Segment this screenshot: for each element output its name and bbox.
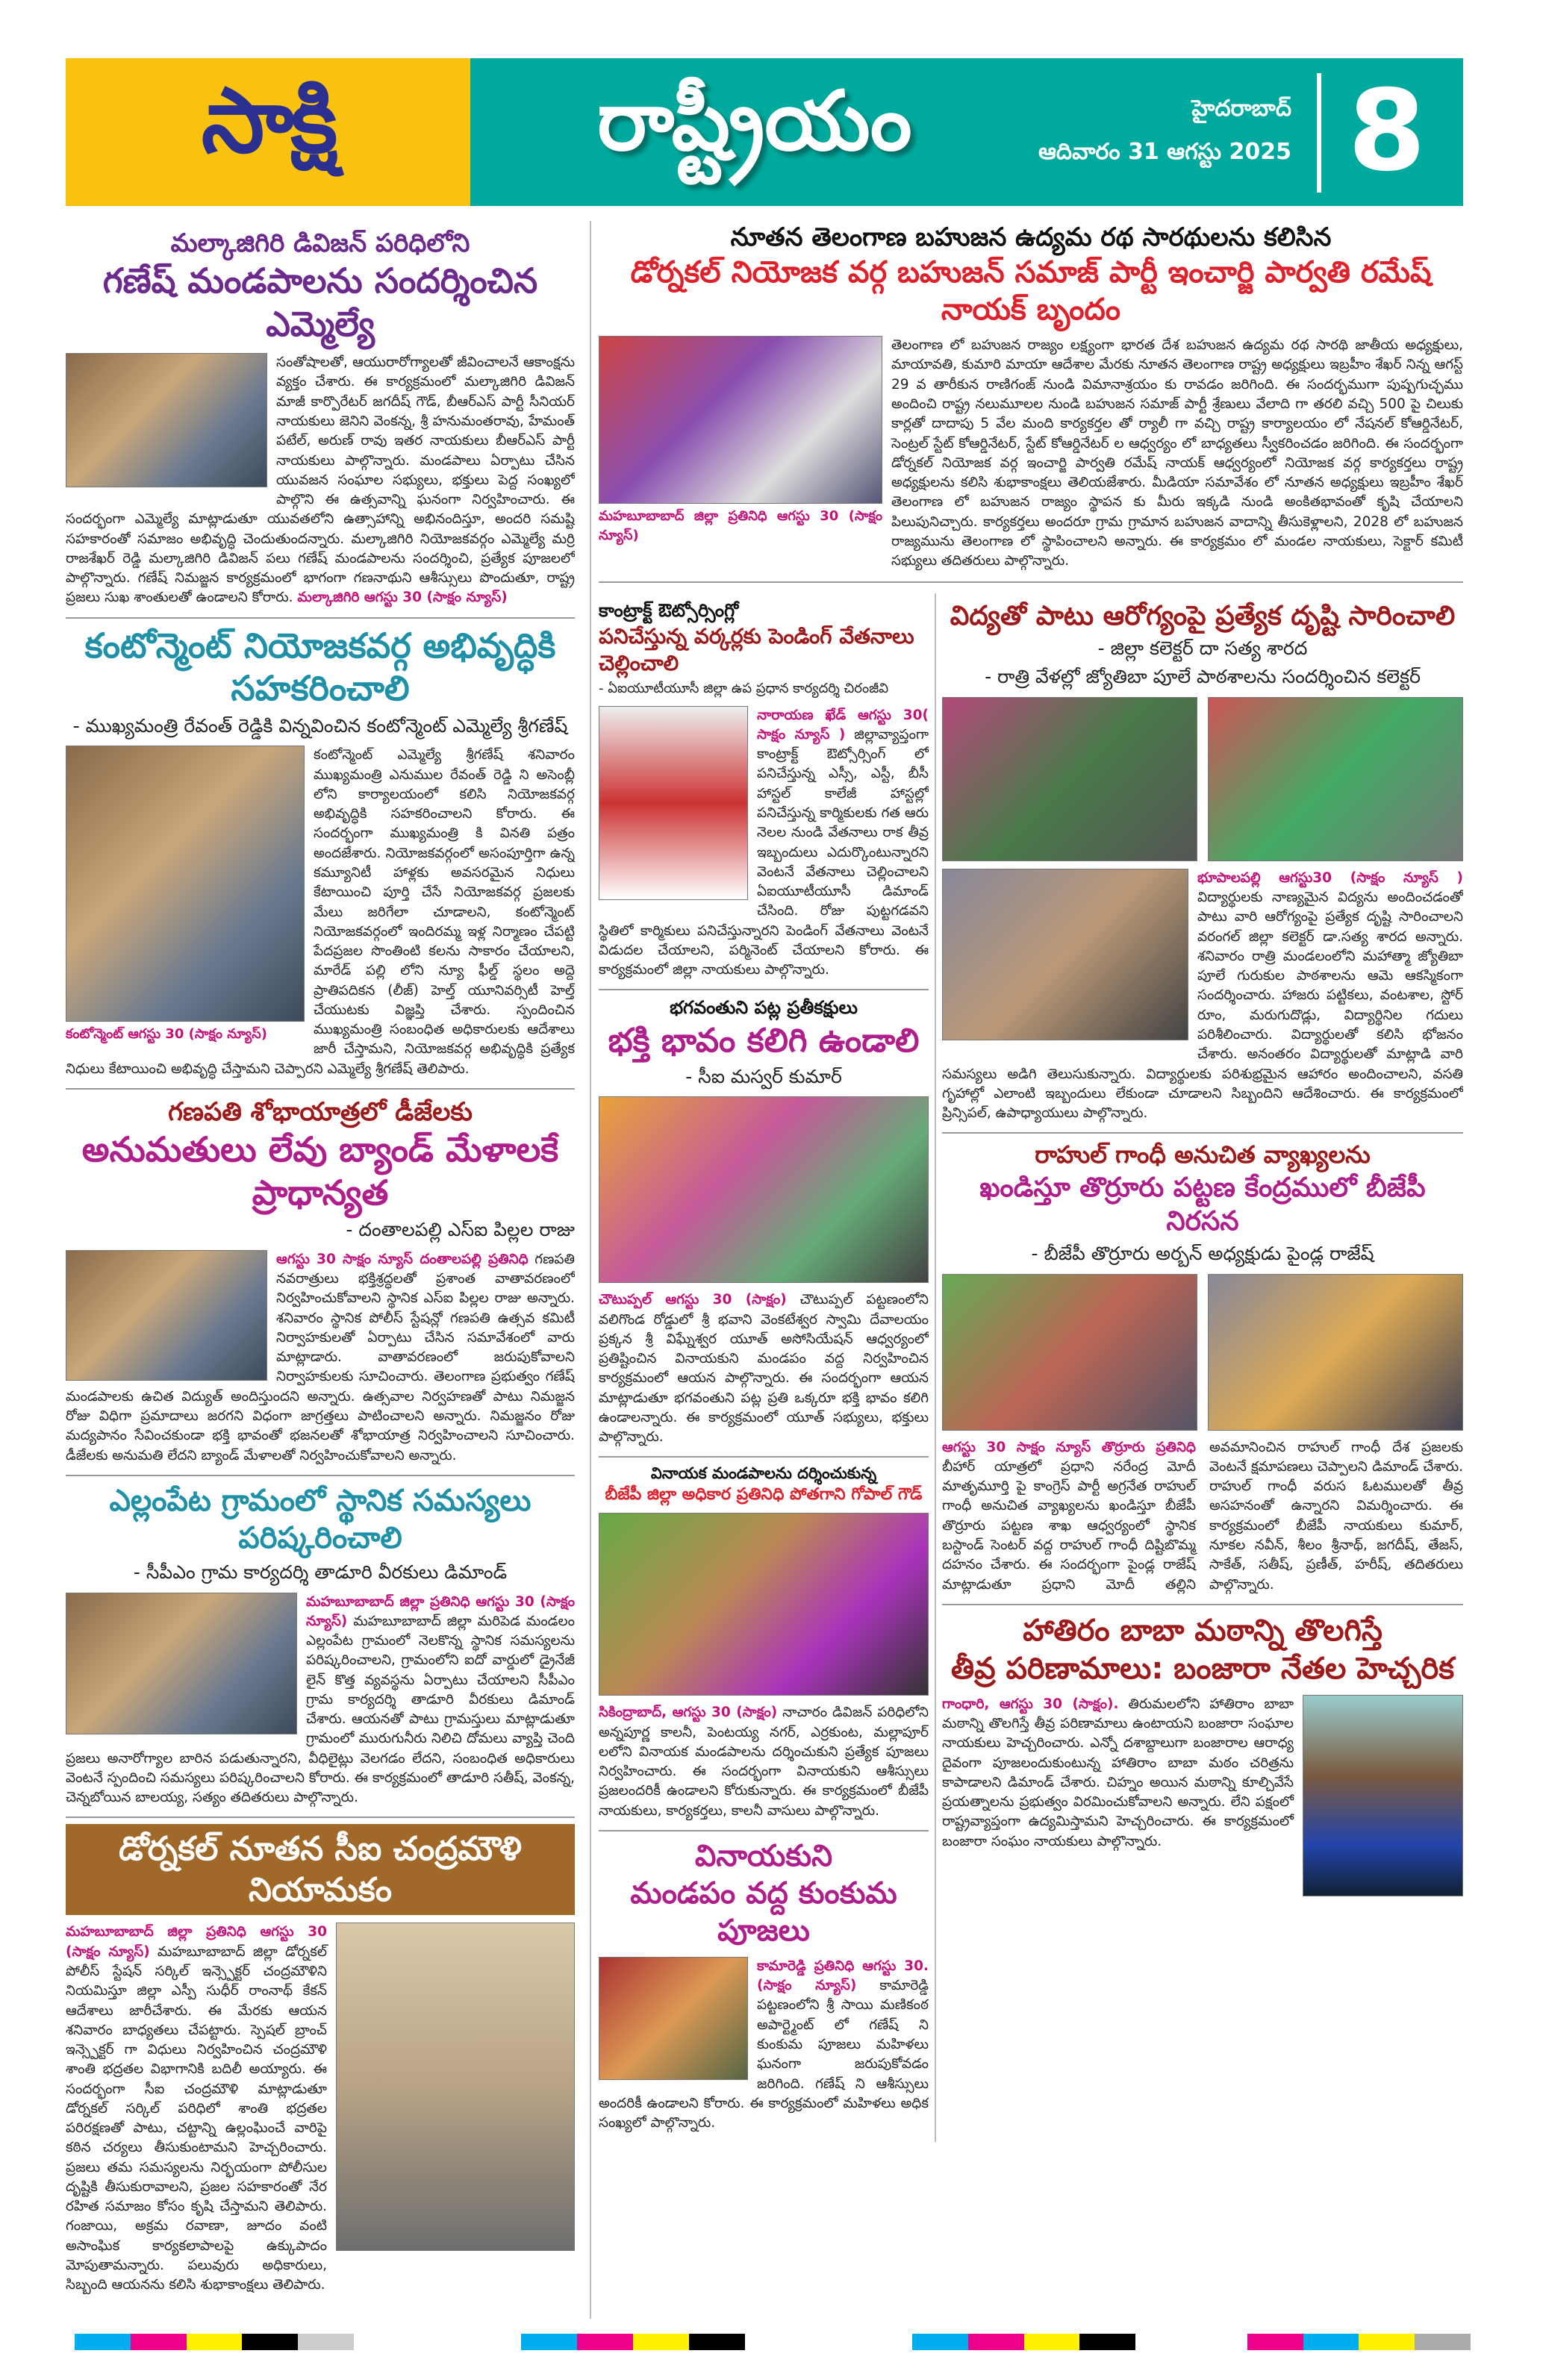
article-subhead: - జిల్లా కలెక్టర్ దా సత్య శారద bbox=[1097, 637, 1308, 660]
article-photo bbox=[1208, 697, 1463, 861]
article-subhead: - ఏఐయూటీయూసీ జిల్లా ఉప ప్రధాన కార్యదర్శి చిరంజీవి bbox=[599, 681, 889, 697]
article-bsp bbox=[599, 221, 1463, 571]
article-bhakti bbox=[599, 990, 929, 1458]
article-kicker: వినాయకుని bbox=[694, 1838, 833, 1873]
article-body: కామారెడ్డి ప్రతినిధి ఆగస్టు 30. (సాక్షం న్యూస్) కామారెడ్డి పట్టణంలోని శ్రీ సాయి మణికంఠ అపార్ట్మెంట్ లో గణేష్ ని కుంకుమ పూజలు మహిళలు ఘనంగా జరుపుకోవడం జరిగింది. గణేష్ ని ఆశీస్సులు అందరికీ ఉండాలని కోరారు. ఈ కార్యక్రమంలో మహిళలు అధిక సంఖ్యలో పాల్గొన్నారు. bbox=[599, 1958, 929, 2131]
article-kicker: రాహుల్ గాంధీ అనుచిత వ్యాఖ్యలను bbox=[1035, 1140, 1371, 1169]
article-subhead: - సీఐ మస్వర్ కుమార్ bbox=[685, 1065, 842, 1087]
article-photo bbox=[66, 746, 305, 1022]
article-cantonment bbox=[66, 619, 575, 1090]
article-kicker: కాంట్రాక్ట్ ఔట్సోర్సింగ్లో bbox=[599, 600, 739, 622]
article-ellampet bbox=[66, 1476, 575, 1819]
article-photo bbox=[942, 697, 1197, 861]
article-photo bbox=[599, 706, 748, 900]
article-photo bbox=[66, 1250, 267, 1381]
masthead-band bbox=[470, 58, 1463, 206]
article-photo bbox=[599, 1957, 748, 2080]
article-headline: డోర్నకల్ నూతన సీఐ చంద్రమౌళి నియామకం bbox=[66, 1824, 575, 1915]
article-subhead: - ముఖ్యమంత్రి రేవంత్ రెడ్డికి విన్నవించిన కంటోన్మెంట్ ఎమ్మెల్యే శ్రీగణేష్ bbox=[72, 714, 568, 737]
article-headline: అనుమతులు లేవు బ్యాండ్ మేళాలకే ప్రాధాన్యత bbox=[81, 1129, 559, 1213]
article-photo bbox=[1208, 1274, 1463, 1431]
article-headline: పనిచేస్తున్న వర్కర్లకు పెండింగ్ వేతనాలు చెల్లించాలి bbox=[599, 623, 914, 675]
article-subhead: - సీపీఎం గ్రామ కార్యదర్శి తాడూరి వీరకులు డిమాండ్ bbox=[133, 1561, 508, 1583]
article-photo bbox=[599, 1513, 929, 1696]
article-ganapati bbox=[66, 1090, 575, 1476]
photo-row bbox=[942, 697, 1463, 861]
article-headline: మండపం వద్ద కుంకుమ పూజలు bbox=[630, 1875, 897, 1948]
article-body: ఆగస్టు 30 సాక్షం న్యూస్ తొర్రూరు ప్రతినిధి బీహార్ యాత్రలో ప్రధాని నరేంద్ర మోదీ మాతృమూర్తి పై కాంగ్రెస్ పార్టీ అగ్రనేత రాహుల్ గాంధీ అనుచిత వ్యాఖ్యలను ఖండిస్తూ బీజేపీ తొర్రూరు పట్టణ శాఖ ఆధ్వర్యంలో స్థానిక బస్టాండ్ సెంటర్ వద్ద రాహుల్ గాంధీ దిష్టిబొమ్మ దహనం చేశారు. ఈ సందర్భంగా పైండ్ల రాజేష్ మాట్లాడుతూ ప్రధాని మోదీ తల్లిని అవమానించిన రాహుల్ గాంధీ దేశ ప్రజలకు వెంటనే క్షమాపణలు చెప్పాలని డిమాండ్ చేశారు. రాహుల్ గాంధీ వరుస ఓటములతో తీవ్ర అసహనంతో ఉన్నారని విమర్శించారు. ఈ కార్యక్రమంలో బీజేపీ నాయకులు కుమార్, నూకల నవీన్, శీలం శ్రీనాథ్, జగదీష్, తేజస్, సాకేత్, సతీష్, ప్రణీత్, హరీష్, తదితరులు పాల్గొన్నారు. bbox=[942, 1439, 1463, 1593]
masthead bbox=[66, 58, 1463, 206]
article-headline: భక్తి భావం కలిగి ఉండాలి bbox=[608, 1021, 920, 1060]
article-body: మహబూబాబాద్ జిల్లా ప్రతినిధి ఆగస్టు 30 (సాక్షం న్యూస్) మహబూబాబాద్ జిల్లా డోర్నకల్ పోలీస్ స్టేషన్ సర్కిల్ ఇన్స్పెక్టర్ చంద్రమౌళిని నియమిస్తూ జిల్లా ఎస్పీ సుధీర్ రాంనాథ్ కేకన్ ఆదేశాలు జారీచేశారు. ఈ మేరకు ఆయన శనివారం బాధ్యతలు చేపట్టారు. స్పెషల్ బ్రాంచ్ ఇన్స్పెక్టర్ గా విధులు నిర్వహించిన చంద్రమౌళి శాంతి భద్రతల విభాగానికి బదిలీ అయ్యారు. ఈ సందర్భంగా సీఐ చంద్రమౌళి మాట్లాడుతూ డోర్నకల్ సర్కిల్ పరిధిలో శాంతి భద్రతల పరిరక్షణతో పాటు, చట్టాన్ని ఉల్లంఘించే వారిపై కఠిన చర్యలు తీసుకుంటామని హెచ్చరించారు. ప్రజలు తమ సమస్యలను నిర్భయంగా పోలీసుల దృష్టికి తీసుకురావాలని, ప్రజల సహకారంతో నేర రహిత సమాజం కోసం కృషి చేస్తామని తెలిపారు. గంజాయి, అక్రమ రవాణా, జూదం వంటి అసాంఘిక కార్యకలాపాలపై ఉక్కుపాదం మోపుతామన్నారు. పలువురు అధికారులు, సిబ్బంది ఆయనను కలిసి శుభాకాంక్షలు తెలిపారు. bbox=[66, 1923, 575, 2295]
photo-row bbox=[942, 1274, 1463, 1431]
article-body: సంతోషాలతో, ఆయురారోగ్యాలతో జీవించాలనే ఆకాంక్షను వ్యక్తం చేశారు. ఈ కార్యక్రమంలో మల్కాజిగిరి డివిజన్ మాజీ కార్పొరేటర్ జగదీష్ గౌడ్, బీఆర్ఎస్ పార్టీ సీనియర్ నాయకులు జెనిని వెంకన్న, శ్రీ హనుమంతరావు, హేమంత్ పటేల్, అరుణ్ రావు ఇతర నాయకులు బీఆర్ఎస్ పార్టీ నాయకులు పాల్గొన్నారు. మండపాలు ఏర్పాటు చేసిన యువజన సంఘాల సభ్యులు, భక్తులు పెద్ద సంఖ్యలో పాల్గొని ఈ ఉత్సవాన్ని ఘనంగా నిర్వహించారు. ఈ సందర్భంగా ఎమ్మెల్యే మాట్లాడుతూ యువతలోని ఉత్సాహాన్ని అభినందిస్తూ, అందరి సమష్టి సహకారంతో సమాజం అభివృద్ధి చెందుతుందన్నారు. మల్కాజిగిరి నియోజకవర్గం ఎమ్మెల్యే మర్రి రాజశేఖర్ రెడ్డి మల్కాజిగిరి డివిజన్ పలు గణేష్ మండపాలను సందర్శించి, ప్రత్యేక పూజలలో పాల్గొన్నారు. గణేష్ నిమజ్జన కార్యక్రమంలో భాగంగా గణనాథుని ఆశీస్సులు పొందుతూ, రాష్ట్ర ప్రజలు సుఖ శాంతులతో ఉండాలని కోరారు. మల్కాజిగిరి ఆగస్టు 30 (సాక్షం న్యూస్) bbox=[66, 354, 575, 606]
article-photo bbox=[599, 1096, 929, 1283]
page-content bbox=[66, 221, 1463, 2319]
article-body: నారాయణ ఖేడ్ ఆగస్టు 30( సాక్షం న్యూస్ ) జిల్లావ్యాప్తంగా కాంట్రాక్ట్ ఔట్సోర్సింగ్ లో పనిచేస్తున్న ఎస్సీ, ఎస్టీ, బీసీ హాస్టల్ కాలేజీ హాస్టల్లో పనిచేస్తున్న కార్మికులకు గత ఆరు నెలల నుండి వేతనాలు రాక తీవ్ర ఇబ్బందులు ఎదుర్కొంటున్నారని వెంటనే వేతనాలు చెల్లించాలని ఏఐయూటీయూసీ డిమాండ్ చేసింది. రోజు పుట్టగడవని స్థితిలో కార్మికులు పనిచేస్తున్నారని పెండింగ్ వేతనాలు వెంటనే విడుదల చేయాలని, పర్మినెంట్ చేయాలని కోరారు. ఈ కార్యక్రమంలో జిల్లా నాయకులు పాల్గొన్నారు. bbox=[599, 707, 929, 978]
article-photo bbox=[942, 1274, 1197, 1431]
article-body: భూపాలపల్లి ఆగస్టు30 (సాక్షం న్యూస్ ) విద్యార్థులకు నాణ్యమైన విద్యను అందించడంతో పాటు వారి ఆరోగ్యంపై ప్రత్యేక దృష్టి సారించాలని వరంగల్ జిల్లా కలెక్టర్ డా.సత్య శారద అన్నారు. శనివారం రాత్రి మండలంలోని మహాత్మా జ్యోతిబా పూలే గురుకుల పాఠశాలను ఆమె ఆకస్మికంగా సందర్శించారు. హాజరు పట్టికలు, వంటశాల, స్టోర్ రూం, మరుగుదొడ్లు, విద్యార్థినిల గదులు పరిశీలించారు. విద్యార్థులతో కలిసి భోజనం చేశారు. అనంతరం విద్యార్థులతో మాట్లాడి వారి సమస్యలు అడిగి తెలుసుకున్నారు. విద్యార్థులకు పరిశుభ్రమైన ఆహారం అందించాలని, వసతి గృహాల్లో ఎలాంటి ఇబ్బందులు లేకుండా చూడాలని సిబ్బందిని ఆదేశించారు. ఈ కార్యక్రమంలో ప్రిన్సిపల్, ఉపాధ్యాయులు పాల్గొన్నారు. bbox=[942, 869, 1463, 1122]
article-headline: ఖండిస్తూ తొర్రూరు పట్టణ కేంద్రములో బీజేపీ నిరసన bbox=[979, 1172, 1426, 1237]
article-body: కంటోన్మెంట్ ఆగస్టు 30 (సాక్షం న్యూస్) కంటోన్మెంట్ ఎమ్మెల్యే శ్రీగణేష్ శనివారం ముఖ్యమంత్రి ఎనుముల రేవంత్ రెడ్డి ని అసెంబ్లీ లోని కార్యాలయంలో కలిసి నియోజకవర్గ అభివృద్ధికి సహకరించాలని కోరారు. ఈ సందర్భంగా ముఖ్యమంత్రి కి వినతి పత్రం అందజేశారు. నియోజకవర్గంలో అసంపూర్తిగా ఉన్న కమ్యూనిటీ హాళ్లకు అవసరమైన నిధులు కేటాయించి పూర్తి చేసే నియోజకవర్గ ప్రజలకు మేలు జరిగేలా చూడాలని, కంటోన్మెంట్ నియోజకవర్గంలో ఇందిరమ్మ ఇళ్ల నిర్మాణం చేపట్టి పేదప్రజల సొంతింటి కలను సాకారం చేయాలని, మారేడ్ పల్లి లోని న్యూ ఫీల్డ్ స్థలం అద్దె ప్రాతిపదికన (లీజ్) హెల్త్ యూనివర్సిటీ హెల్త్ చేయుటకు విజ్ఞప్తి చేశారు. స్పందించిన ముఖ్యమంత్రి సంబంధిత అధికారులకు ఆదేశాలు జారీ చేస్తామని, నియోజకవర్గ అభివృద్ధికి ప్రత్యేక నిధులు కేటాయించి అభివృద్ధి చేస్తామని చెప్పారని ఎమ్మెల్యే శ్రీగణేష్ తెలిపారు. bbox=[66, 747, 575, 1077]
article-headline: గణేష్ మండపాలను సందర్శించిన ఎమ్మెల్యే bbox=[102, 260, 538, 344]
article-subhead: - రాత్రి వేళల్లో జ్యోతిబా పూలే పాఠశాలను సందర్శించిన కలెక్టర్ bbox=[985, 666, 1421, 688]
article-photo bbox=[66, 353, 267, 487]
article-kicker: నూతన తెలంగాణ బహుజన ఉద్యమ రథ సారథులను కలిసిన bbox=[730, 222, 1332, 252]
article-hathiram bbox=[942, 1605, 1463, 1911]
article-photo bbox=[942, 869, 1188, 1040]
article-photo bbox=[1303, 1695, 1463, 1896]
edition-city: హైదరాబాద్ bbox=[1191, 96, 1291, 122]
article-headline: బీజేపీ జిల్లా అధికార ప్రతినిధి పోతగాని గోపాల్ గౌడ్ bbox=[605, 1484, 923, 1504]
article-body: చౌటుప్పల్ ఆగస్టు 30 (సాక్షం) చౌటుప్పల్ పట్టణంలోని వలిగొండ రోడ్డులో శ్రీ భవాని వెంకటేశ్వర స్వామి దేవాలయం ప్రక్కన శ్రీ విఘ్నేశ్వర యూత్ అసోసియేషన్ ఆధ్వర్యంలో ప్రతిష్టించిన వినాయకుని మండపం వద్ద నిర్వహించిన కార్యక్రమంలో ఆయన పాల్గొన్నారు. ఈ సందర్భంగా ఆయన మాట్లాడుతూ భగవంతుని పట్ల ప్రతి ఒక్కరూ భక్తి భావం కలిగి ఉండాలన్నారు. ఈ కార్యక్రమంలో యూత్ సభ్యులు, భక్తులు పాల్గొన్నారు. bbox=[599, 1292, 929, 1446]
article-photo bbox=[336, 1923, 575, 2251]
right-column bbox=[935, 593, 1463, 2142]
article-vidya bbox=[942, 593, 1463, 1134]
article-kumkuma bbox=[599, 1831, 929, 2142]
article-kicker: గణపతి శోభాయాత్రలో డీజేలకు bbox=[168, 1096, 473, 1127]
print-registration-bar bbox=[75, 2334, 1471, 2350]
article-photo bbox=[66, 1593, 297, 1734]
article-body: ఆగస్టు 30 సాక్షం న్యూస్ దంతాలపల్లి ప్రతినిధి గణపతి నవరాత్రులు భక్తిశ్రద్ధలతో ప్రశాంత వాతావరణంలో నిర్వహించుకోవాలని స్థానిక ఎస్ఐ పిల్లల రాజు అన్నారు. శనివారం స్థానిక పోలీస్ స్టేషన్లో గణపతి ఉత్సవ కమిటీ నిర్వాహకులతో ఏర్పాటు చేసిన సమావేశంలో వారు మాట్లాడారు. వాతావరణంలో జరుపుకోవాలని నిర్వాహకులకు సూచించారు. తెలంగాణ ప్రభుత్వం గణేష్ మండపాలకు ఉచిత విద్యుత్ అందిస్తుందని అన్నారు. ఉత్సవాల నిర్వహణతో పాటు నిమజ్జన రోజు విధిగా ప్రమాదాలు జరగని విధంగా జాగ్రత్తలు పాటించాలని అన్నారు. నిమజ్జనం రోజు మద్యపానం సేవించకుండా భక్తి భావంతో భజనలతో శోభాయాత్ర నిర్వహించాలని సూచించారు. డీజేలకు అనుమతి లేదని బ్యాండ్ మేళాలతో నిర్వహించుకోవాలని అన్నారు. bbox=[66, 1251, 575, 1464]
edition-date: ఆదివారం 31 ఆగస్టు 2025 bbox=[1038, 139, 1291, 165]
article-dornakal-ci bbox=[66, 1818, 575, 2304]
page-number: 8 bbox=[1347, 66, 1426, 196]
article-headline: తీవ్ర పరిణామాలు: బంజారా నేతల హెచ్చరిక bbox=[950, 1651, 1455, 1686]
article-kicker: మల్కాజిగిరి డివిజన్ పరిధిలోని bbox=[170, 228, 470, 258]
article-headline: డోర్నకల్ నియోజక వర్గ బహుజన్ సమాజ్ పార్టీ ఇంచార్జి పార్వతి రమేష్ నాయక్ బృందం bbox=[630, 255, 1432, 328]
article-body: మహబూబాబాద్ జిల్లా ప్రతినిధి ఆగస్టు 30 (సాక్షం న్యూస్) తెలంగాణ లో బహుజన రాజ్యం లక్ష్యంగా భారత దేశ బహుజన ఉద్యమ రథ సారథి జాతీయ అధ్యక్షులు, మాయావతి, కుమారి మాయా ఆదేశాల మేరకు నూతన తెలంగాణ రాష్ట్ర అధ్యక్షులు ఇబ్రహీం శేఖర్ నిన్న ఆగస్ట్ 29 వ తారీకున రాణిగంజ్ నుండి విమానాశ్రయం కు రావడం జరిగింది. ఈ సందర్భముగా పుష్పగుచ్ఛము అందించి రాష్ట్ర నలుమూలల నుండి బహుజన సమాజ్ పార్టీ శ్రేణులు వేలాది గా తరలి వచ్చి 500 పై చిలుకు కార్లతో దాదాపు 5 వేల మంది కార్యకర్తల తో ర్యాలీ గా వచ్చి రాష్ట్ర కార్యాలయం లో నేషనల్ కోఆర్డినేటర్, సెంట్రల్ స్టేట్ కోఆర్డినేటర్, స్టేట్ కోఆర్డినేటర్ ల ఆధ్వర్యం లో బాధ్యతలు స్వీకరించడం జరిగింది. ఈ సందర్భంగా డోర్నకల్ నియోజక వర్గ ఇంచార్జి పార్వతి రమేష్ నాయక్ ఆధ్వర్యంలో నియోజక వర్గ కార్యకర్తలు రాష్ట్ర అధ్యక్షులను కలిసి శుభాకాంక్షలు తెలియజేశారు. మీడియా సమావేశం లో నూతన అధ్యక్షులు ఇబ్రహీం శేఖర్ తెలంగాణ లో బహుజన రాజ్యం స్థాపన కు మీరు ఇక్కడి నుండి అంకితభావంతో కృషి చేయాలని పిలుపునిచ్చారు. కార్యకర్తలు అందరూ గ్రామ గ్రామాన బహుజన వాదాన్ని తీసుకెళ్లాలని, 2028 లో బహుజన రాజ్యమును తెలంగాణ లో స్థాపించాలని అన్నారు. ఈ కార్యక్రమం లో మండల నాయకులు, సెక్టార్ కమిటీ సభ్యులు తదితరులు పాల్గొన్నారు. bbox=[599, 337, 1463, 569]
article-rahul bbox=[942, 1134, 1463, 1605]
article-headline: కంటోన్మెంట్ నియోజకవర్గ అభివృద్ధికి సహకరించాలి bbox=[84, 625, 556, 709]
article-body: సికింద్రాబాద్, ఆగస్టు 30 (సాక్షం) నాచారం డివిజన్ పరిధిలోని అన్నపూర్ణ కాలనీ, పెంటయ్య నగర్, ఎర్రకుంట, మల్లాపూర్ లలోని వినాయక మండపాలను దర్శించుకుని ప్రత్యేక పూజలు నిర్వహించారు. ఈ సందర్భంగా వినాయకుని ఆశీస్సులు ప్రజలందరికీ ఉండాలని కోరుకున్నారు. ఈ కార్యక్రమంలో బీజేపీ నాయకులు, కార్యకర్తలు, కాలనీ వాసులు పాల్గొన్నారు. bbox=[599, 1705, 929, 1819]
article-headline: విద్యతో పాటు ఆరోగ్యంపై ప్రత్యేక దృష్టి సారించాలి bbox=[950, 601, 1456, 632]
photo-caption: కంటోన్మెంట్ ఆగస్టు 30 (సాక్షం న్యూస్) bbox=[66, 1026, 268, 1043]
main-area bbox=[590, 221, 1463, 2319]
lower-columns bbox=[599, 581, 1463, 2142]
left-column bbox=[66, 221, 582, 2319]
divider bbox=[1317, 73, 1321, 193]
photo-block bbox=[599, 336, 882, 548]
newspaper-logo: సాక్షి bbox=[66, 58, 470, 206]
article-kicker: వినాయక మండపాలను దర్శించుకున్న bbox=[650, 1464, 877, 1483]
article-kicker: భగవంతుని పట్ల ప్రతీకక్షులు bbox=[670, 997, 858, 1019]
article-body: మహబూబాబాద్ జిల్లా ప్రతినిధి ఆగస్టు 30 (సాక్షం న్యూస్) మహబూబాబాద్ జిల్లా మరిపెడ మండలం ఎల్లంపేట గ్రామంలో నెలకొన్న స్థానిక సమస్యలను పరిష్కరించాలని, గ్రామంలోని ఐదో వార్డులో డ్రైనేజీ లైన్ కొత్త వ్యవస్థను ఏర్పాటు చేయాలని సీపీఎం గ్రామ కార్యదర్శి తాడూరి వీరకులు డిమాండ్ చేశారు. ఆయనతో పాటు గ్రామస్తులు మాట్లాడుతూ గ్రామంలో మురుగునీరు నిలిచి దోమలు వ్యాప్తి చెంది ప్రజలు అనారోగ్యాల బారిన పడుతున్నారని, వీధిలైట్లు వెలగడం లేదని, సంబంధిత అధికారులు వెంటనే స్పందించి సమస్యలు పరిష్కరించాలని కోరారు. ఈ కార్యక్రమంలో తాడూరి సతీష్, వెంకన్న, చెన్నబోయిన బాలయ్య, సత్యం తదితరులు పాల్గొన్నారు. bbox=[66, 1593, 575, 1806]
article-dateline: మహబూబాబాద్ జిల్లా ప్రతినిధి ఆగస్టు 30 (సాక్షం న్యూస్) bbox=[599, 508, 882, 543]
article-photo bbox=[599, 336, 882, 504]
article-malkajgiri bbox=[66, 221, 575, 619]
middle-column bbox=[599, 593, 935, 2142]
article-bjp bbox=[599, 1458, 929, 1831]
article-subhead: - బీజేపీ తొర్రూరు అర్బన్ అధ్యక్షుడు పైండ్ల రాజేష్ bbox=[1031, 1242, 1374, 1264]
article-headline: ఎల్లంపేట గ్రామంలో స్థానిక సమస్యలు పరిష్కరించాలి bbox=[109, 1483, 532, 1555]
article-kicker: హాతిరం బాబా మఠాన్ని తొలగిస్తే bbox=[1023, 1613, 1383, 1648]
article-contract bbox=[599, 593, 929, 990]
section-title: రాష్ట్రీయం bbox=[597, 73, 912, 169]
photo-block bbox=[66, 746, 305, 1047]
article-body: గాంధారి, ఆగస్టు 30 (సాక్షం). తిరుమలలోని హాతిరాం బాబా మఠాన్ని తొలగిస్తే తీవ్ర పరిణామాలు ఉంటాయని బంజారా సంఘాల నాయకులు హెచ్చరించారు. ఎన్నో దశాబ్దాలుగా బంజారాల ఆరాధ్య దైవంగా పూజలందుకుంటున్న హాతిరాం బాబా మఠం చరిత్రను కాపాడాలని డిమాండ్ చేశారు. చిహ్నం అయిన మఠాన్ని కూల్చివేసే ప్రయత్నాలను ప్రభుత్వం విరమించుకోవాలని అన్నారు. లేని పక్షంలో రాష్ట్రవ్యాప్తంగా ఉద్యమిస్తామని హెచ్చరించారు. ఈ కార్యక్రమంలో బంజారా సంఘం నాయకులు పాల్గొన్నారు. bbox=[942, 1695, 1463, 1852]
article-subhead: - దంతాలపల్లి ఎస్ఐ పిల్లల రాజు bbox=[346, 1219, 575, 1241]
